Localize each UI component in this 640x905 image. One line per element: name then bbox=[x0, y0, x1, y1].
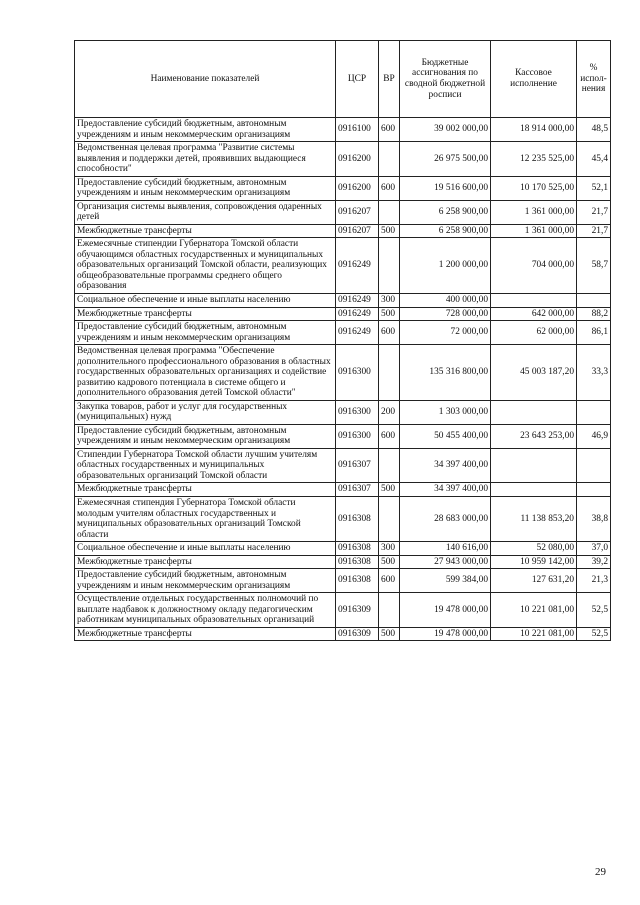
cell-vr: 600 bbox=[379, 424, 400, 448]
cell-executed: 1 361 000,00 bbox=[491, 200, 577, 224]
cell-csr: 0916309 bbox=[336, 627, 379, 641]
table-header-row bbox=[75, 41, 611, 118]
cell-name: Ведомственная целевая программа "Развитие системы выявления и поддержки детей, проявивших выдающиеся способности" bbox=[75, 142, 336, 177]
cell-executed: 62 000,00 bbox=[491, 321, 577, 345]
table-row bbox=[75, 483, 611, 497]
table-row bbox=[75, 293, 611, 307]
cell-name: Ведомственная целевая программа "Обеспечение дополнительного профессионального образования в областных государственных образовательных организациях и содействие развитию кадрового потенциала в системе общего и дополнительного образования детей Томской области" bbox=[75, 345, 336, 401]
cell-assigned: 19 478 000,00 bbox=[400, 593, 491, 628]
cell-csr: 0916307 bbox=[336, 448, 379, 483]
cell-percent: 37,0 bbox=[577, 542, 611, 556]
table-row bbox=[75, 542, 611, 556]
cell-percent: 38,8 bbox=[577, 497, 611, 542]
cell-assigned: 6 258 900,00 bbox=[400, 224, 491, 238]
cell-assigned: 34 397 400,00 bbox=[400, 483, 491, 497]
cell-assigned: 19 516 600,00 bbox=[400, 176, 491, 200]
cell-csr: 0916308 bbox=[336, 497, 379, 542]
cell-assigned: 728 000,00 bbox=[400, 307, 491, 321]
cell-assigned: 1 200 000,00 bbox=[400, 238, 491, 294]
cell-vr bbox=[379, 200, 400, 224]
cell-vr bbox=[379, 497, 400, 542]
budget-table bbox=[74, 40, 611, 641]
table-row bbox=[75, 400, 611, 424]
table-row bbox=[75, 142, 611, 177]
cell-executed: 10 221 081,00 bbox=[491, 627, 577, 641]
cell-name: Социальное обеспечение и иные выплаты населению bbox=[75, 293, 336, 307]
cell-name: Межбюджетные трансферты bbox=[75, 483, 336, 497]
table-row bbox=[75, 307, 611, 321]
cell-csr: 0916200 bbox=[336, 176, 379, 200]
cell-vr bbox=[379, 448, 400, 483]
header-assigned: Бюджетные ассигнования по сводной бюджетной росписи bbox=[400, 41, 491, 118]
cell-assigned: 140 616,00 bbox=[400, 542, 491, 556]
cell-csr: 0916308 bbox=[336, 569, 379, 593]
cell-vr bbox=[379, 593, 400, 628]
cell-executed: 10 221 081,00 bbox=[491, 593, 577, 628]
cell-executed: 127 631,20 bbox=[491, 569, 577, 593]
cell-vr bbox=[379, 345, 400, 401]
cell-executed: 1 361 000,00 bbox=[491, 224, 577, 238]
cell-vr: 600 bbox=[379, 118, 400, 142]
cell-percent: 52,1 bbox=[577, 176, 611, 200]
cell-name: Закупка товаров, работ и услуг для государственных (муниципальных) нужд bbox=[75, 400, 336, 424]
cell-csr: 0916200 bbox=[336, 142, 379, 177]
cell-percent: 21,7 bbox=[577, 200, 611, 224]
cell-percent bbox=[577, 400, 611, 424]
header-percent: % испол-нения bbox=[577, 41, 611, 118]
cell-assigned: 72 000,00 bbox=[400, 321, 491, 345]
cell-csr: 0916249 bbox=[336, 293, 379, 307]
cell-vr: 300 bbox=[379, 293, 400, 307]
cell-name: Межбюджетные трансферты bbox=[75, 307, 336, 321]
cell-percent: 52,5 bbox=[577, 627, 611, 641]
cell-name: Межбюджетные трансферты bbox=[75, 224, 336, 238]
cell-assigned: 6 258 900,00 bbox=[400, 200, 491, 224]
cell-vr: 600 bbox=[379, 176, 400, 200]
table-row bbox=[75, 118, 611, 142]
cell-csr: 0916207 bbox=[336, 224, 379, 238]
cell-executed: 18 914 000,00 bbox=[491, 118, 577, 142]
cell-executed: 10 170 525,00 bbox=[491, 176, 577, 200]
cell-percent bbox=[577, 483, 611, 497]
cell-assigned: 27 943 000,00 bbox=[400, 555, 491, 569]
cell-name: Предоставление субсидий бюджетным, автономным учреждениям и иным некоммерческим организациям bbox=[75, 424, 336, 448]
cell-executed: 12 235 525,00 bbox=[491, 142, 577, 177]
header-name: Наименование показателей bbox=[75, 41, 336, 118]
cell-csr: 0916300 bbox=[336, 400, 379, 424]
table-row bbox=[75, 176, 611, 200]
table-row bbox=[75, 555, 611, 569]
cell-vr bbox=[379, 142, 400, 177]
cell-assigned: 39 002 000,00 bbox=[400, 118, 491, 142]
cell-csr: 0916300 bbox=[336, 424, 379, 448]
cell-assigned: 599 384,00 bbox=[400, 569, 491, 593]
table-row bbox=[75, 224, 611, 238]
cell-executed bbox=[491, 293, 577, 307]
cell-percent bbox=[577, 293, 611, 307]
cell-percent: 21,7 bbox=[577, 224, 611, 238]
cell-name: Ежемесячные стипендии Губернатора Томской области обучающимся областных государственных и муниципальных образовательных организаций Томской области, реализующих общеобразовательные программы среднего общего образования bbox=[75, 238, 336, 294]
cell-csr: 0916249 bbox=[336, 307, 379, 321]
cell-csr: 0916300 bbox=[336, 345, 379, 401]
cell-executed: 23 643 253,00 bbox=[491, 424, 577, 448]
cell-csr: 0916309 bbox=[336, 593, 379, 628]
cell-vr: 200 bbox=[379, 400, 400, 424]
cell-vr: 500 bbox=[379, 627, 400, 641]
cell-assigned: 19 478 000,00 bbox=[400, 627, 491, 641]
cell-csr: 0916308 bbox=[336, 555, 379, 569]
table-row bbox=[75, 569, 611, 593]
cell-percent: 45,4 bbox=[577, 142, 611, 177]
cell-assigned: 135 316 800,00 bbox=[400, 345, 491, 401]
table-row bbox=[75, 497, 611, 542]
table-row bbox=[75, 424, 611, 448]
cell-name: Организация системы выявления, сопровождения одаренных детей bbox=[75, 200, 336, 224]
cell-name: Межбюджетные трансферты bbox=[75, 627, 336, 641]
cell-percent: 21,3 bbox=[577, 569, 611, 593]
cell-executed bbox=[491, 448, 577, 483]
cell-assigned: 400 000,00 bbox=[400, 293, 491, 307]
header-csr: ЦСР bbox=[336, 41, 379, 118]
table-row bbox=[75, 200, 611, 224]
cell-assigned: 28 683 000,00 bbox=[400, 497, 491, 542]
cell-percent: 39,2 bbox=[577, 555, 611, 569]
table-row bbox=[75, 627, 611, 641]
cell-csr: 0916307 bbox=[336, 483, 379, 497]
page-number: 29 bbox=[595, 866, 606, 878]
cell-name: Социальное обеспечение и иные выплаты населению bbox=[75, 542, 336, 556]
cell-percent: 88,2 bbox=[577, 307, 611, 321]
header-executed: Кассовое исполнение bbox=[491, 41, 577, 118]
table-row bbox=[75, 448, 611, 483]
table-body bbox=[75, 118, 611, 641]
cell-executed: 52 080,00 bbox=[491, 542, 577, 556]
cell-vr: 500 bbox=[379, 555, 400, 569]
table-row bbox=[75, 593, 611, 628]
cell-executed bbox=[491, 400, 577, 424]
table-row bbox=[75, 238, 611, 294]
cell-vr: 600 bbox=[379, 321, 400, 345]
cell-percent: 46,9 bbox=[577, 424, 611, 448]
table-row bbox=[75, 321, 611, 345]
cell-csr: 0916308 bbox=[336, 542, 379, 556]
cell-vr: 600 bbox=[379, 569, 400, 593]
cell-csr: 0916207 bbox=[336, 200, 379, 224]
cell-percent: 33,3 bbox=[577, 345, 611, 401]
cell-vr: 500 bbox=[379, 483, 400, 497]
cell-assigned: 50 455 400,00 bbox=[400, 424, 491, 448]
cell-vr: 500 bbox=[379, 307, 400, 321]
cell-percent bbox=[577, 448, 611, 483]
cell-csr: 0916249 bbox=[336, 321, 379, 345]
cell-vr: 300 bbox=[379, 542, 400, 556]
cell-csr: 0916100 bbox=[336, 118, 379, 142]
cell-name: Предоставление субсидий бюджетным, автономным учреждениям и иным некоммерческим организациям bbox=[75, 569, 336, 593]
cell-name: Осуществление отдельных государственных полномочий по выплате надбавок к должностному окладу педагогическим работникам муниципальных образовательных организаций bbox=[75, 593, 336, 628]
cell-percent: 86,1 bbox=[577, 321, 611, 345]
cell-name: Предоставление субсидий бюджетным, автономным учреждениям и иным некоммерческим организациям bbox=[75, 176, 336, 200]
cell-name: Стипендии Губернатора Томской области лучшим учителям областных государственных и муниципальных образовательных организаций Томской области bbox=[75, 448, 336, 483]
cell-executed: 10 959 142,00 bbox=[491, 555, 577, 569]
cell-executed: 642 000,00 bbox=[491, 307, 577, 321]
cell-percent: 48,5 bbox=[577, 118, 611, 142]
cell-assigned: 1 303 000,00 bbox=[400, 400, 491, 424]
cell-name: Ежемесячная стипендия Губернатора Томской области молодым учителям областных государственных и муниципальных образовательных организаций Томской области bbox=[75, 497, 336, 542]
cell-name: Межбюджетные трансферты bbox=[75, 555, 336, 569]
cell-percent: 58,7 bbox=[577, 238, 611, 294]
cell-assigned: 34 397 400,00 bbox=[400, 448, 491, 483]
cell-executed: 11 138 853,20 bbox=[491, 497, 577, 542]
table-row bbox=[75, 345, 611, 401]
cell-name: Предоставление субсидий бюджетным, автономным учреждениям и иным некоммерческим организациям bbox=[75, 321, 336, 345]
header-vr: ВР bbox=[379, 41, 400, 118]
cell-executed: 704 000,00 bbox=[491, 238, 577, 294]
cell-vr bbox=[379, 238, 400, 294]
cell-assigned: 26 975 500,00 bbox=[400, 142, 491, 177]
cell-name: Предоставление субсидий бюджетным, автономным учреждениям и иным некоммерческим организациям bbox=[75, 118, 336, 142]
cell-vr: 500 bbox=[379, 224, 400, 238]
cell-executed bbox=[491, 483, 577, 497]
cell-percent: 52,5 bbox=[577, 593, 611, 628]
cell-csr: 0916249 bbox=[336, 238, 379, 294]
cell-executed: 45 003 187,20 bbox=[491, 345, 577, 401]
